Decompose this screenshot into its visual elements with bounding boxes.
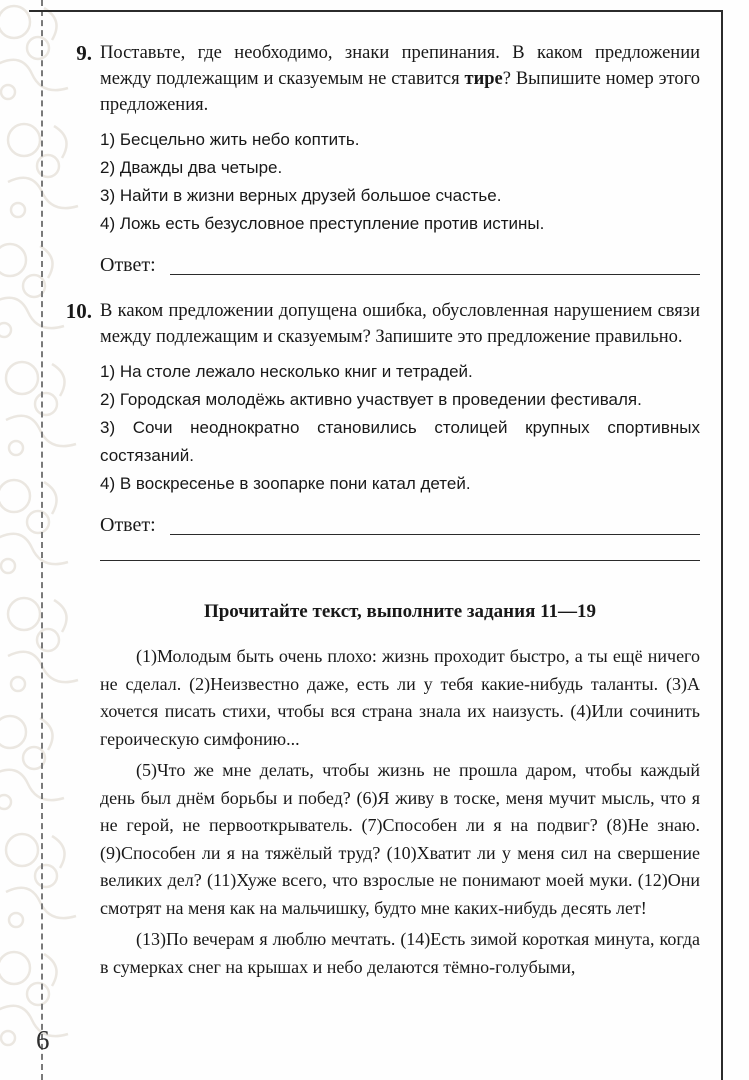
option: 1) Бесцельно жить небо коптить. <box>100 130 360 149</box>
task-9-answer-row <box>100 248 700 278</box>
reading-paragraph: (13)По вечерам я люблю мечтать. (14)Есть зимой короткая минута, когда в сумерках снег на крышах и небо делаются тёмно-голубыми, <box>100 929 700 977</box>
option: 2) Дважды два четыре. <box>100 158 283 177</box>
reading-paragraph: (5)Что же мне делать, чтобы жизнь не прошла даром, чтобы каждый день был днём борьбы и побед? (6)Я живу в тоске, меня мучит мысль, что я не герой, не первооткрыватель. (7)Способен ли я на подвиг? (8)Не знаю. (9)Способен ли я на тяжёлый труд? (10)Хватит ли у меня сил на свершение великих дел? (11)Хуже всего, что взрослые не понимают моей муки. (12)Они смотрят на меня как на мальчишку, будто мне каких-нибудь десять лет! <box>100 760 700 918</box>
answer-blank-line[interactable] <box>170 255 700 275</box>
page-number: 6 <box>36 1025 50 1055</box>
statement-bold-term: тире <box>464 69 503 89</box>
option: 4) Ложь есть безусловное преступление против истины. <box>100 214 545 233</box>
option: 3) Найти в жизни верных друзей большое счастье. <box>100 186 502 205</box>
option: 1) На столе лежало несколько книг и тетрадей. <box>100 362 473 381</box>
task-9-options <box>100 126 700 238</box>
task-9 <box>76 40 700 278</box>
task-10-options <box>100 358 700 498</box>
option: 2) Городская молодёжь активно участвует в проведении фестиваля. <box>100 390 642 409</box>
statement-text: ? Выпишите номер этого предложения. <box>100 69 700 115</box>
reading-paragraph: (1)Молодым быть очень плохо: жизнь проходит быстро, а ты ещё ничего не сделал. (2)Неизвестно даже, есть ли у тебя какие-нибудь таланты. (3)А хочется писать стихи, чтобы вся страна знала их наизусть. (4)Или сочинить героическую симфонию... <box>100 646 700 749</box>
option: 3) Сочи неоднократно становились столицей крупных спортивных состязаний. <box>100 418 700 465</box>
reading-heading: Прочитайте текст, выполните задания 11—19 <box>203 601 597 622</box>
answer-label: Ответ: <box>100 254 156 276</box>
section-divider <box>100 560 700 561</box>
task-9-statement <box>100 40 700 118</box>
task-10-statement: В каком предложении допущена ошибка, обусловленная нарушением связи между подлежащим и сказуемым? Запишите это предложение правильно. <box>100 301 700 347</box>
task-10 <box>65 298 700 538</box>
task-9-number: 9. <box>76 41 92 65</box>
answer-blank-line[interactable] <box>170 515 700 535</box>
answer-label: Ответ: <box>100 514 156 536</box>
statement-text: Поставьте, где необходимо, знаки препинания. В каком предложении между подлежащим и сказуемым не ставится <box>100 43 700 89</box>
option: 4) В воскресенье в зоопарке пони катал детей. <box>100 474 471 493</box>
task-10-answer-row <box>100 508 700 538</box>
task-10-number: 10. <box>65 299 92 323</box>
